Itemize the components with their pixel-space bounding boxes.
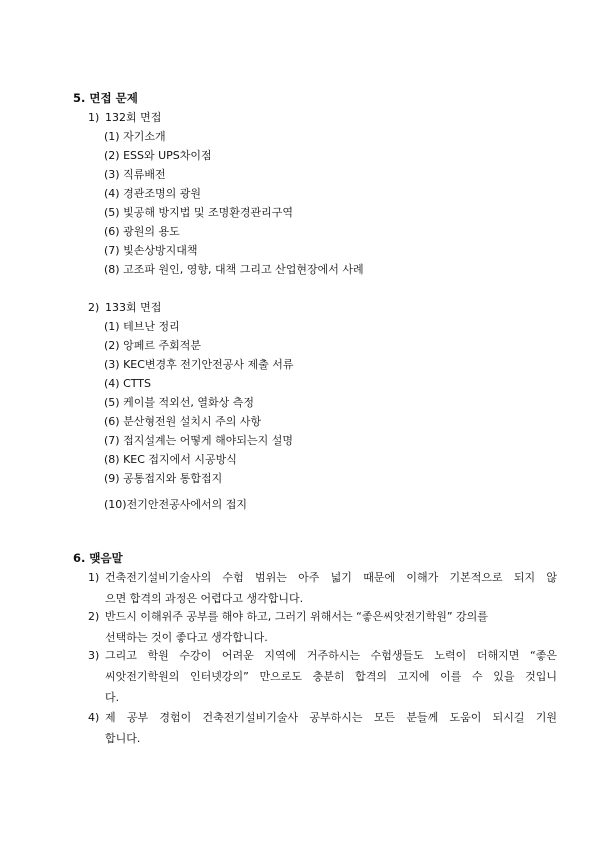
- section-6-heading: 6. 맺음말: [73, 551, 123, 565]
- paragraph-line: 그리고 학원 수강이 어려운 지역에 거주하시는 수험생들도 노력이 더해지면 “좋은: [105, 649, 557, 662]
- group-133-number: 2): [88, 301, 100, 314]
- paragraph-line: 선택하는 것이 좋다고 생각합니다.: [105, 631, 268, 644]
- closing-paragraph-1: [88, 571, 557, 613]
- list-item: (10)전기안전공사에서의 접지: [104, 498, 247, 511]
- list-item: (2) ESS와 UPS차이점: [104, 149, 212, 162]
- paragraph-line: 반드시 이해위주 공부를 해야 하고, 그러기 위해서는 “좋은씨앗전기학원” 강의를: [105, 610, 488, 623]
- list-item: (8) 고조파 원인, 영향, 대책 그리고 산업현장에서 사례: [104, 263, 364, 276]
- list-item: (3) 직류배전: [104, 168, 166, 181]
- list-item: (4) CTTS: [104, 377, 151, 390]
- paragraph-line: 다.: [105, 691, 120, 704]
- paragraph-line: 씨앗전기학원의 인터넷강의” 만으로도 충분히 합격의 고지에 이를 수 있을 것입니: [105, 670, 557, 683]
- group-133-title: [88, 301, 388, 315]
- paragraph-line: 제 공부 경험이 건축전기설비기술사 공부하시는 모든 분들께 도움이 되시길 기원: [105, 711, 557, 724]
- list-item: (3) KEC변경후 전기안전공사 제출 서류: [104, 358, 294, 371]
- list-item: (4) 경관조명의 광원: [104, 187, 201, 200]
- list-item: (9) 공통접지와 통합접지: [104, 472, 223, 485]
- paragraph-number: 1): [88, 571, 100, 584]
- list-item: (7) 빛손상방지대책: [104, 244, 198, 257]
- paragraph-line: 합니다.: [105, 732, 141, 745]
- list-item: (1) 테브난 정리: [104, 320, 180, 333]
- closing-paragraph-3: [88, 649, 557, 712]
- list-item: (6) 분산형전원 설치시 주의 사항: [104, 415, 262, 428]
- list-item: (6) 광원의 용도: [104, 225, 180, 238]
- list-item: (7) 접지설계는 어떻게 해야되는지 설명: [104, 434, 293, 447]
- group-132-title: [88, 111, 388, 125]
- paragraph-number: 4): [88, 711, 100, 724]
- closing-paragraph-4: [88, 711, 557, 753]
- section-5-heading: 5. 면접 문제: [73, 91, 138, 105]
- group-132-label: 132회 면접: [105, 111, 162, 124]
- group-132-number: 1): [88, 111, 100, 124]
- list-item: (5) 케이블 적외선, 열화상 측정: [104, 396, 254, 409]
- paragraph-number: 3): [88, 649, 100, 662]
- list-item: (5) 빛공해 방지법 및 조명환경관리구역: [104, 206, 293, 219]
- paragraph-line: 건축전기설비기술사의 수험 범위는 아주 넓기 때문에 이해가 기본적으로 되지 않: [105, 571, 557, 584]
- group-133-label: 133회 면접: [105, 301, 162, 314]
- list-item: (2) 앙페르 주회적분: [104, 339, 201, 352]
- closing-paragraph-2: [88, 610, 553, 652]
- paragraph-line: 으면 합격의 과정은 어렵다고 생각합니다.: [105, 592, 304, 605]
- list-item: (8) KEC 접지에서 시공방식: [104, 453, 237, 466]
- list-item: (1) 자기소개: [104, 130, 166, 143]
- paragraph-number: 2): [88, 610, 100, 623]
